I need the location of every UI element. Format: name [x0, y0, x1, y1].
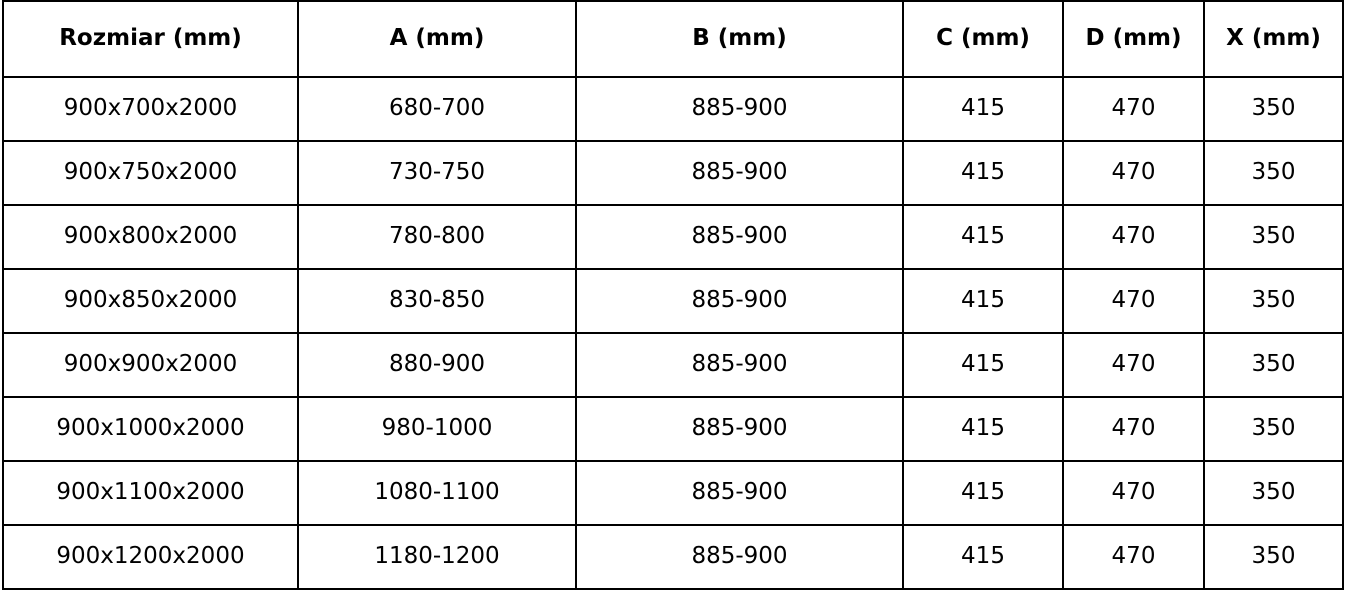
- cell-c: 415: [903, 269, 1063, 333]
- table-body: [3, 77, 1343, 589]
- cell-rozmiar: 900x1000x2000: [3, 397, 298, 461]
- cell-b: 885-900: [576, 77, 903, 141]
- column-header-a: A (mm): [298, 1, 576, 77]
- table-row: [3, 461, 1343, 525]
- cell-b: 885-900: [576, 525, 903, 589]
- table-row: [3, 525, 1343, 589]
- table-row: [3, 205, 1343, 269]
- cell-rozmiar: 900x800x2000: [3, 205, 298, 269]
- cell-d: 470: [1063, 141, 1204, 205]
- cell-a: 830-850: [298, 269, 576, 333]
- cell-x: 350: [1204, 333, 1343, 397]
- cell-a: 880-900: [298, 333, 576, 397]
- cell-d: 470: [1063, 461, 1204, 525]
- cell-c: 415: [903, 525, 1063, 589]
- column-header-x: X (mm): [1204, 1, 1343, 77]
- cell-c: 415: [903, 141, 1063, 205]
- cell-a: 1080-1100: [298, 461, 576, 525]
- cell-c: 415: [903, 205, 1063, 269]
- table-row: [3, 77, 1343, 141]
- table-row: [3, 397, 1343, 461]
- cell-x: 350: [1204, 525, 1343, 589]
- cell-d: 470: [1063, 269, 1204, 333]
- cell-a: 1180-1200: [298, 525, 576, 589]
- cell-x: 350: [1204, 461, 1343, 525]
- table-row: [3, 333, 1343, 397]
- cell-d: 470: [1063, 397, 1204, 461]
- cell-d: 470: [1063, 525, 1204, 589]
- cell-c: 415: [903, 77, 1063, 141]
- cell-c: 415: [903, 397, 1063, 461]
- cell-d: 470: [1063, 77, 1204, 141]
- cell-x: 350: [1204, 77, 1343, 141]
- column-header-b: B (mm): [576, 1, 903, 77]
- cell-rozmiar: 900x1200x2000: [3, 525, 298, 589]
- cell-b: 885-900: [576, 333, 903, 397]
- table-row: [3, 141, 1343, 205]
- column-header-c: C (mm): [903, 1, 1063, 77]
- column-header-d: D (mm): [1063, 1, 1204, 77]
- specification-table: [2, 0, 1344, 590]
- cell-x: 350: [1204, 269, 1343, 333]
- cell-a: 780-800: [298, 205, 576, 269]
- cell-rozmiar: 900x850x2000: [3, 269, 298, 333]
- cell-b: 885-900: [576, 205, 903, 269]
- cell-x: 350: [1204, 205, 1343, 269]
- cell-b: 885-900: [576, 461, 903, 525]
- cell-a: 980-1000: [298, 397, 576, 461]
- cell-rozmiar: 900x700x2000: [3, 77, 298, 141]
- table-header-row: [3, 1, 1343, 77]
- cell-c: 415: [903, 333, 1063, 397]
- cell-a: 730-750: [298, 141, 576, 205]
- cell-rozmiar: 900x750x2000: [3, 141, 298, 205]
- table-header: [3, 1, 1343, 77]
- cell-rozmiar: 900x900x2000: [3, 333, 298, 397]
- cell-a: 680-700: [298, 77, 576, 141]
- cell-b: 885-900: [576, 141, 903, 205]
- cell-x: 350: [1204, 141, 1343, 205]
- cell-rozmiar: 900x1100x2000: [3, 461, 298, 525]
- cell-x: 350: [1204, 397, 1343, 461]
- table-row: [3, 269, 1343, 333]
- cell-d: 470: [1063, 333, 1204, 397]
- cell-d: 470: [1063, 205, 1204, 269]
- cell-c: 415: [903, 461, 1063, 525]
- cell-b: 885-900: [576, 397, 903, 461]
- cell-b: 885-900: [576, 269, 903, 333]
- column-header-rozmiar: Rozmiar (mm): [3, 1, 298, 77]
